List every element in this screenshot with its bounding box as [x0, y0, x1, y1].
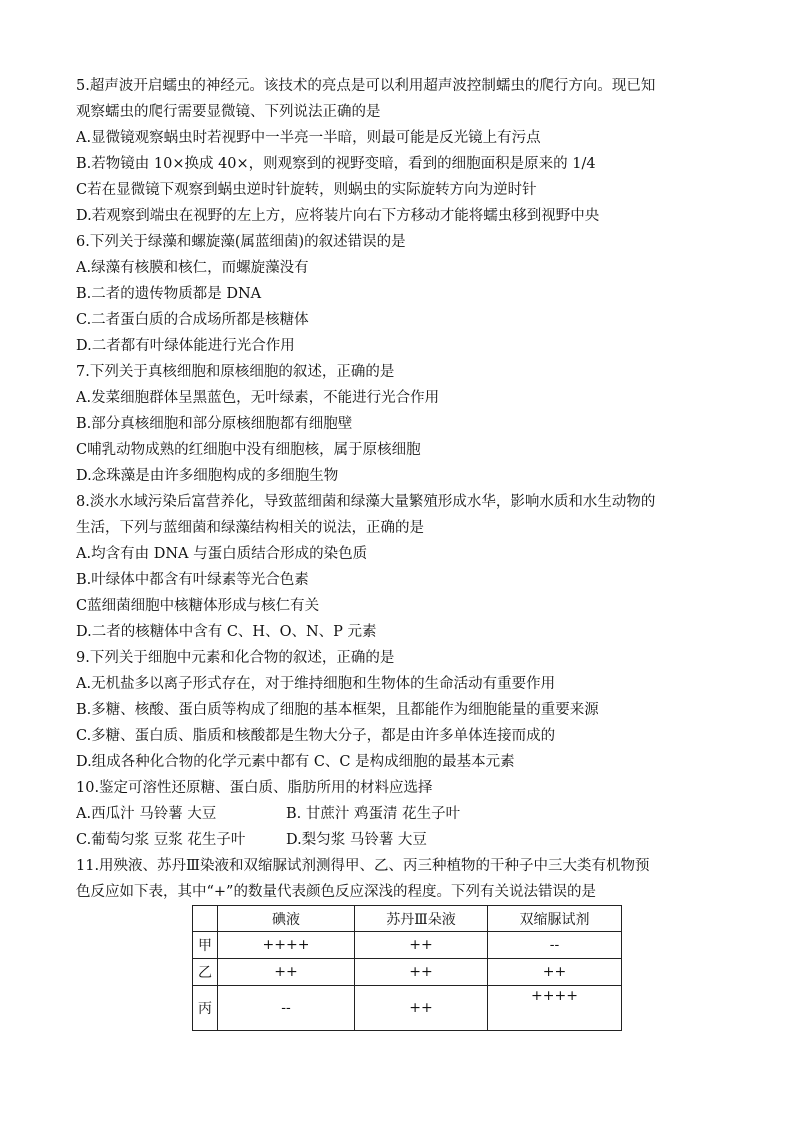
table-cell: ++ [355, 959, 488, 986]
question-8-option-c: C蓝细菌细胞中核糖体形成与核仁有关 [76, 598, 320, 614]
question-5-option-c: C若在显微镜下观察到蜗虫逆时针旋转，则蜗虫的实际旋转方向为逆时针 [76, 182, 537, 198]
table-row [193, 932, 622, 959]
table-header-row [193, 906, 622, 932]
table-header-cell [193, 906, 218, 932]
question-10-option-b: B. 甘蔗汁 鸡蛋清 花生子叶 [286, 806, 461, 822]
question-10-stem: 10.鉴定可溶性还原糖、蛋白质、脂肪所用的材料应选择 [76, 780, 433, 796]
table-row-label: 甲 [193, 932, 218, 959]
table-cell: ++ [488, 959, 622, 986]
table-row [193, 986, 622, 1031]
question-9-option-c: C.多糖、蛋白质、脂质和核酸都是生物大分子，都是由许多单体连接而成的 [76, 728, 556, 744]
question-6-option-c: C.二者蛋白质的合成场所都是核糖体 [76, 312, 309, 328]
question-5-option-b: B.若物镜由 10×换成 40×，则观察到的视野变暗，看到的细胞面积是原来的 1/4 [76, 156, 596, 172]
question-5-stem-line-2: 观察蠕虫的爬行需要显微镜、下列说法正确的是 [76, 104, 381, 120]
question-7-option-d: D.念珠藻是由许多细胞构成的多细胞生物 [76, 468, 339, 484]
question-9-option-a: A.无机盐多以离子形式存在，对于维持细胞和生物体的生命活动有重要作用 [76, 676, 556, 692]
question-5-stem-line-1: 5.超声波开启蠕虫的神经元。该技术的亮点是可以利用超声波控制蠕虫的爬行方向。现已知 [76, 78, 656, 94]
question-5-option-a: A.显微镜观察蜗虫时若视野中一半亮一半暗，则最可能是反光镜上有污点 [76, 130, 541, 146]
table-cell: ++ [218, 959, 355, 986]
table-cell: ++ [355, 932, 488, 959]
question-7-option-b: B.部分真核细胞和部分原核细胞都有细胞壁 [76, 416, 353, 432]
question-6-stem: 6.下列关于绿藻和螺旋藻(属蓝细菌)的叙述错误的是 [76, 234, 406, 250]
question-9-stem: 9.下列关于细胞中元素和化合物的叙述，正确的是 [76, 650, 395, 666]
question-7-stem: 7.下列关于真核细胞和原核细胞的叙述，正确的是 [76, 364, 395, 380]
question-10-options-row-1 [76, 801, 726, 827]
table-cell: ++ [355, 986, 488, 1031]
table-header-cell: 苏丹Ⅲ朵液 [355, 906, 488, 932]
table-cell: -- [218, 986, 355, 1031]
question-8-option-a: A.均含有由 DNA 与蛋白质结合形成的染色质 [76, 546, 368, 562]
question-8-stem-line-2: 生活，下列与蓝细菌和绿藻结构相关的说法，正确的是 [76, 520, 424, 536]
question-10-option-a: A.西瓜汁 马铃薯 大豆 [76, 806, 217, 822]
question-5-option-d: D.若观察到端虫在视野的左上方，应将装片向右下方移动才能将蠕虫移到视野中央 [76, 208, 600, 224]
question-6-option-d: D.二者都有叶绿体能进行光合作用 [76, 338, 295, 354]
question-10-option-c: C.葡萄匀浆 豆浆 花生子叶 [76, 832, 246, 848]
question-9-option-d: D.组成各种化合物的化学元素中都有 C、C 是构成细胞的最基本元素 [76, 754, 515, 770]
question-7-option-a: A.发菜细胞群体呈黑蓝色，无叶绿素，不能进行光合作用 [76, 390, 440, 406]
question-7-option-c: C哺乳动物成熟的红细胞中没有细胞核，属于原核细胞 [76, 442, 421, 458]
reagent-result-table [192, 905, 622, 1031]
question-11-stem-line-1: 11.用殃液、苏丹Ⅲ染液和双缩脲试剂测得甲、乙、丙三种植物的干种子中三大类有机物预 [76, 858, 650, 874]
table-row-label: 丙 [193, 986, 218, 1031]
table-header-cell: 碘液 [218, 906, 355, 932]
question-10-options-row-2 [76, 827, 726, 853]
table-cell: ++++ [488, 986, 622, 1031]
question-8-option-b: B.叶绿体中都含有叶绿素等光合色素 [76, 572, 309, 588]
question-6-option-b: B.二者的遗传物质都是 DNA [76, 286, 262, 302]
question-8-option-d: D.二者的核糖体中含有 C、H、O、N、P 元素 [76, 624, 377, 640]
question-6-option-a: A.绿藻有核膜和核仁，而螺旋藻没有 [76, 260, 309, 276]
table-header-cell: 双缩脲试剂 [488, 906, 622, 932]
question-10-option-d: D.梨匀浆 马铃薯 大豆 [286, 832, 427, 848]
table-row-label: 乙 [193, 959, 218, 986]
table-cell: -- [488, 932, 622, 959]
table-row [193, 959, 622, 986]
question-9-option-b: B.多糖、核酸、蛋白质等构成了细胞的基本框架，且都能作为细胞能量的重要来源 [76, 702, 599, 718]
question-8-stem-line-1: 8.淡水水域污染后富营养化，导致蓝细菌和绿藻大量繁殖形成水华，影响水质和水生动物的 [76, 494, 656, 510]
table-cell: ++++ [218, 932, 355, 959]
question-11-stem-line-2: 色反应如下表，其中“+”的数量代表颜色反应深浅的程度。下列有关说法错误的是 [76, 884, 596, 900]
exam-page [76, 73, 726, 905]
